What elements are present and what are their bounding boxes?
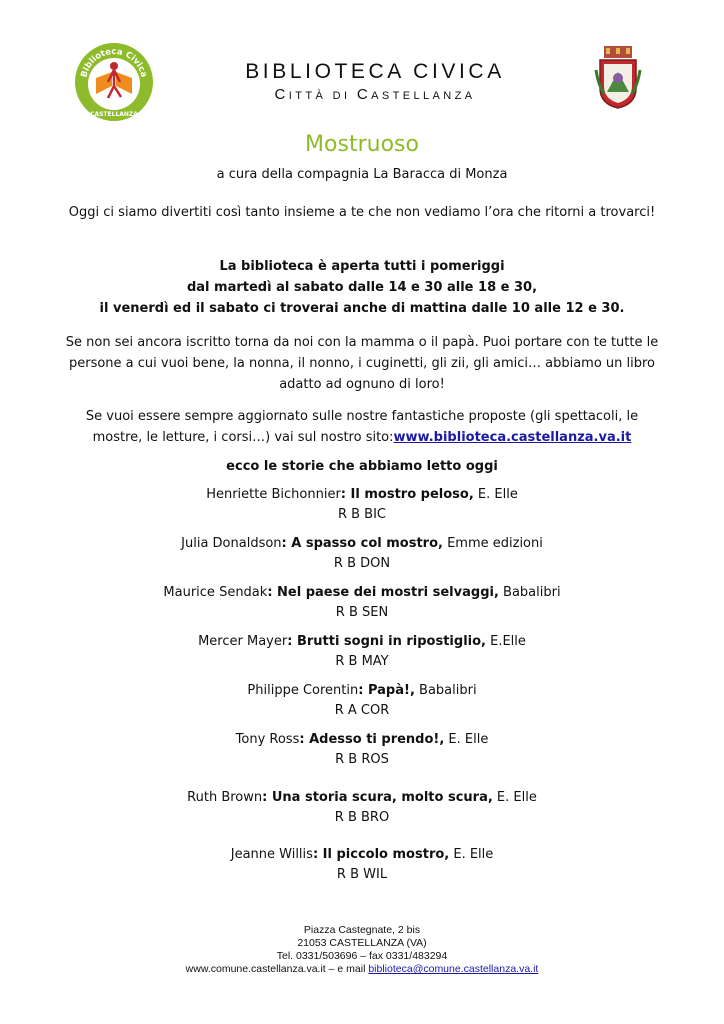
book-title: Il piccolo mostro, xyxy=(322,847,450,862)
book-entry: Ruth Brown: Una storia scura, molto scura, E. Elle R B BRO xyxy=(60,788,664,828)
footer-email-link[interactable]: biblioteca@comune.castellanza.va.it xyxy=(368,963,539,975)
footer-web: www.comune.castellanza.va.it – e mail biblioteca@comune.castellanza.va.it xyxy=(185,963,539,975)
book-publisher: Babalibri xyxy=(498,585,561,600)
book-publisher: E.Elle xyxy=(485,634,526,649)
book-title: Una storia scura, molto scura, xyxy=(271,790,493,805)
book-shelfmark: R B DON xyxy=(333,556,391,571)
book-title: Adesso ti prendo!, xyxy=(309,732,445,747)
signup-paragraph: Se non sei ancora iscritto torna da noi con la mamma o il papà. Puoi portare con te tutte le persone a cui vuoi bene, la nonna, il nonno, i cuginetti, gli zii, gli amici… abbiamo un libro adatto ad ognuno di loro! xyxy=(65,335,659,392)
intro-paragraph: Oggi ci siamo divertiti così tanto insieme a te che non vediamo l’ora che ritorni a trovarci! xyxy=(68,205,656,220)
event-title: Mostruoso xyxy=(305,132,419,157)
book-publisher: E. Elle xyxy=(444,732,489,747)
book-publisher: Babalibri xyxy=(414,683,477,698)
hours-line: La biblioteca è aperta tutti i pomeriggi xyxy=(219,259,505,274)
book-entry: Henriette Bichonnier: Il mostro peloso, E. Elle R B BIC xyxy=(60,485,664,525)
footer-city: 21053 CASTELLANZA (VA) xyxy=(297,937,427,949)
footer-address: Piazza Castegnate, 2 bis xyxy=(303,924,421,936)
book-title: Brutti sogni in ripostiglio, xyxy=(296,634,486,649)
library-name: BIBLIOTECA CIVICA xyxy=(245,60,505,83)
footer-contacts xyxy=(60,924,664,976)
book-title: Il mostro peloso, xyxy=(350,487,474,502)
book-entry: Tony Ross: Adesso ti prendo!, E. Elle R B ROS xyxy=(60,730,664,770)
book-shelfmark: R B MAY xyxy=(335,654,389,669)
book-author: Philippe Corentin xyxy=(247,683,359,698)
biblioteca-civica-logo xyxy=(74,42,154,122)
hours-line: dal martedì al sabato dalle 14 e 30 alle 18 e 30, xyxy=(186,280,538,295)
book-shelfmark: R A COR xyxy=(334,703,390,718)
book-shelfmark: R B SEN xyxy=(335,605,389,620)
hours-line: il venerdì ed il sabato ci troverai anche di mattina dalle 10 alle 12 e 30. xyxy=(99,301,625,316)
book-author: Jeanne Willis xyxy=(230,847,313,862)
coat-of-arms-icon xyxy=(594,44,642,110)
footer-phone: Tel. 0331/503696 – fax 0331/483294 xyxy=(276,950,448,962)
book-publisher: Emme edizioni xyxy=(442,536,543,551)
book-entry: Philippe Corentin: Papà!, Babalibri R A COR xyxy=(60,681,664,721)
book-shelfmark: R B BRO xyxy=(334,810,390,825)
book-title: Papà!, xyxy=(367,683,415,698)
book-publisher: E. Elle xyxy=(492,790,537,805)
logo-arc-text: Biblioteca Civica xyxy=(79,46,149,79)
book-publisher: E. Elle xyxy=(449,847,494,862)
city-name: CITTÀ DI CASTELLANZA xyxy=(274,86,476,103)
website-paragraph: Se vuoi essere sempre aggiornato sulle nostre fantastiche proposte (gli spettacoli, le mostre, le letture, i corsi…) vai sul nostro sito:www.biblioteca.castellanza.va.it xyxy=(85,409,639,445)
book-entry: Julia Donaldson: A spasso col mostro, Emme edizioni R B DON xyxy=(60,534,664,574)
book-entry: Jeanne Willis: Il piccolo mostro, E. Elle R B WIL xyxy=(60,845,664,885)
book-author: Mercer Mayer xyxy=(198,634,288,649)
book-author: Tony Ross xyxy=(235,732,300,747)
book-entry: Mercer Mayer: Brutti sogni in ripostiglio, E.Elle R B MAY xyxy=(60,632,664,672)
book-author: Ruth Brown xyxy=(187,790,263,805)
event-credit: a cura della compagnia La Baracca di Monza xyxy=(216,167,508,182)
book-shelfmark: R B ROS xyxy=(335,752,389,767)
book-author: Julia Donaldson xyxy=(181,536,282,551)
stories-heading: ecco le storie che abbiamo letto oggi xyxy=(226,459,498,474)
book-title: A spasso col mostro, xyxy=(291,536,443,551)
opening-hours xyxy=(60,256,664,319)
book-title: Nel paese dei mostri selvaggi, xyxy=(277,585,499,600)
library-website-link[interactable]: www.biblioteca.castellanza.va.it xyxy=(393,430,632,445)
book-author: Maurice Sendak xyxy=(163,585,268,600)
book-author: Henriette Bichonnier xyxy=(206,487,341,502)
book-entry: Maurice Sendak: Nel paese dei mostri selvaggi, Babalibri R B SEN xyxy=(60,583,664,623)
book-shelfmark: R B BIC xyxy=(337,507,387,522)
book-shelfmark: R B WIL xyxy=(336,867,388,882)
book-publisher: E. Elle xyxy=(473,487,518,502)
logo-bottom-text: CASTELLANZA xyxy=(90,111,138,118)
